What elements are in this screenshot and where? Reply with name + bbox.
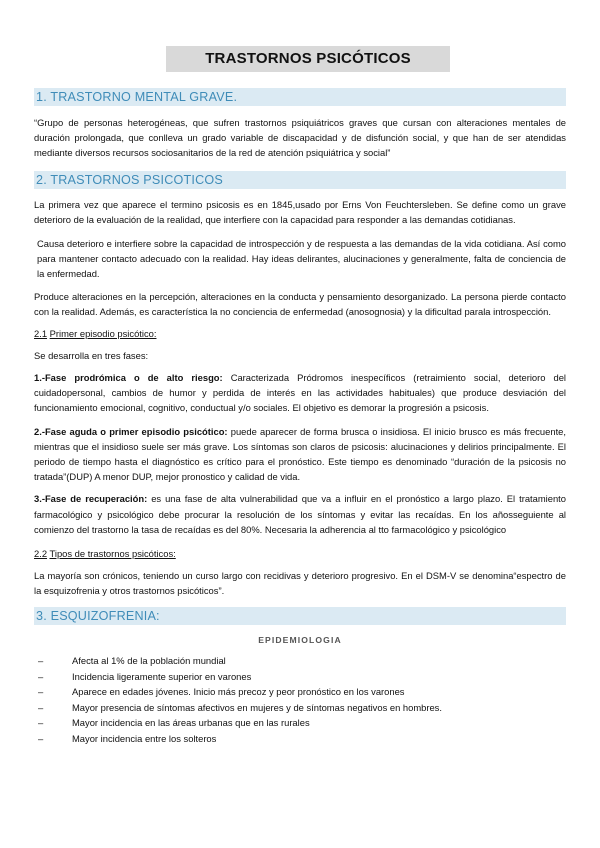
page-title: TRASTORNOS PSICÓTICOS xyxy=(166,46,450,72)
dash-bullet: – xyxy=(38,717,44,729)
list-item: – Mayor incidencia entre los solteros xyxy=(34,731,566,747)
document-page xyxy=(34,46,566,746)
paragraph-definition: La primera vez que aparece el termino psicosis es en 1845,usado por Erns Von Feuchtersleben. Se define como un grave deterioro de la evaluación de la realidad, que interfiere con la capacidad para responder a las demandas cotidianas. xyxy=(34,198,566,225)
phase-3-paragraph xyxy=(34,491,566,537)
phases-intro: Se desarrolla en tres fases: xyxy=(34,350,149,362)
quote-paragraph: “Grupo de personas heterogéneas, que sufren trastornos psiquiátricos graves que cursan con alteraciones mentales de duración prolongada, que conlleva un grado variable de discapacidad y de disfunción social, y que han de ser atendidas mediante diversos recursos sociosanitarios de la red de atención psiquiátrica y social” xyxy=(34,117,566,159)
phase-1-paragraph xyxy=(34,370,566,416)
phase-2-text: puede aparecer de forma brusca o insidiosa. El inicio brusco es más frecuente, mientras que el insidioso suele ser más grave. Los síntomas son claros de psicosis: alucinaciones y delirios principalmente. El periodo de tiempo hasta el diagnóstico es crítico para el pronóstico. Este tiempo es denominado “duración de la psicosis no tratada”(DUP) A menor DUP, mejor pronostico y calidad de vida. xyxy=(34,425,566,483)
phase-2-label: 2.-Fase aguda o primer episodio psicótico: xyxy=(34,425,228,437)
list-item: – Afecta al 1% de la población mundial xyxy=(34,653,566,669)
list-item: – Incidencia ligeramente superior en varones xyxy=(34,669,566,685)
dash-bullet: – xyxy=(38,670,44,682)
phase-2-paragraph xyxy=(34,424,566,485)
paragraph-cronicos: La mayoría son crónicos, teniendo un curso largo con recidivas y deterioro progresivo. En el DSM-V se denomina“espectro de la esquizofrenia y otros trastornos psicóticos”. xyxy=(34,570,566,597)
epidemiologia-heading: EPIDEMIOLOGIA xyxy=(258,635,342,646)
phase-3-label: 3.-Fase de recuperación: xyxy=(34,493,148,505)
dash-bullet: – xyxy=(38,655,44,667)
dash-bullet: – xyxy=(38,686,44,698)
section-heading-trastorno-mental-grave: 1. TRASTORNO MENTAL GRAVE. xyxy=(34,88,566,106)
list-item: – Mayor incidencia en las áreas urbanas que en las rurales xyxy=(34,715,566,731)
list-item: – Aparece en edades jóvenes. Inicio más precoz y peor pronóstico en los varones xyxy=(34,684,566,700)
phase-3-text: es una fase de alta vulnerabilidad que va a influir en el pronóstico a largo plazo. El tratamiento farmacológico y psicológico debe procurar la resolución de los síntomas y evitar las recaídas. En los añosseguiente al comienzo del trastorno la tasa de recaídas es del 80%. Necesaria la adherencia al tto farmacológico y psicológico xyxy=(34,493,566,535)
subheading-tipos xyxy=(34,546,566,561)
list-item: – Mayor presencia de síntomas afectivos en mujeres y de síntomas negativos en hombres. xyxy=(34,700,566,716)
paragraph-deterioro: Causa deterioro e interfiere sobre la capacidad de introspección y de respuesta a las demandas de la vida cotidiana. Así como para mantener contacto adecuado con la realidad. Hay ideas delirantes, alucinaciones y generalmente, falta de conciencia de la enfermedad. xyxy=(37,238,566,280)
subheading-number: 2.2 xyxy=(34,548,48,560)
subheading-title: Primer episodio psicótico: xyxy=(49,328,157,340)
dash-bullet: – xyxy=(38,732,44,744)
paragraph-alteraciones: Produce alteraciones en la percepción, alteraciones en la conducta y pensamiento desorganizado. La persona pierde contacto con la realidad. Además, es característica la no conciencia de enfermedad (anosognosia) y la dificultad parala introspección. xyxy=(34,290,566,317)
epidemiology-list xyxy=(34,653,566,746)
phase-1-text: Caracterizada Pródromos inespecíficos (retraimiento social, deterioro del cuidadopersonal, cambios de humor y perdida de interés en las actividades habituales) que produce desviación del funcionamiento emocional, cognitivo, conductual y/o sociales. El objetivo es demorar la progresión a psicosis. xyxy=(34,372,567,414)
section-heading-trastornos-psicoticos: 2. TRASTORNOS PSICOTICOS xyxy=(34,171,566,189)
subheading-primer-episodio xyxy=(34,326,566,341)
subheading-title: Tipos de trastornos psicóticos: xyxy=(49,548,176,560)
section-heading-esquizofrenia: 3. ESQUIZOFRENIA: xyxy=(34,607,566,625)
phase-1-label: 1.-Fase prodrómica o de alto riesgo: xyxy=(34,372,223,384)
subheading-number: 2.1 xyxy=(34,328,48,340)
dash-bullet: – xyxy=(38,701,44,713)
